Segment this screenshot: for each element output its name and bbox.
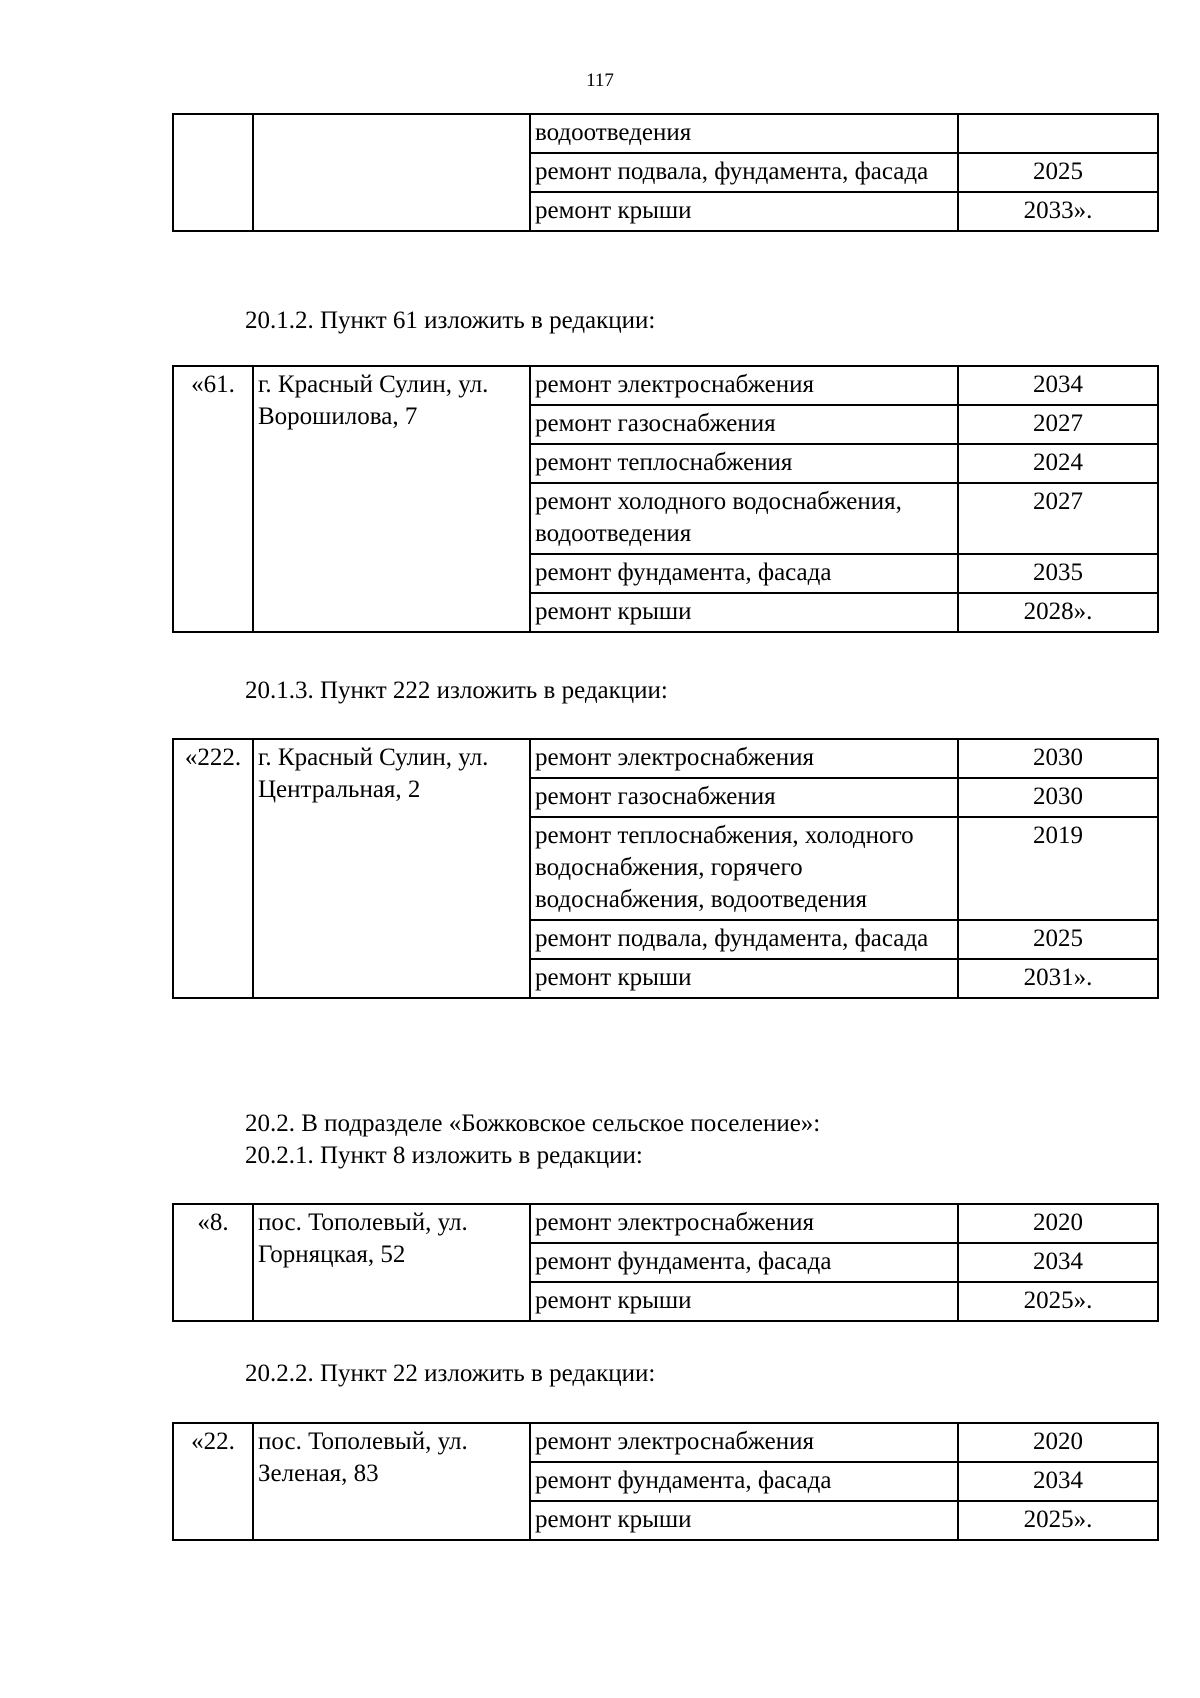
- work-cell: ремонт теплоснабжения: [530, 444, 958, 483]
- work-cell: ремонт фундамента, фасада: [530, 1243, 958, 1282]
- address-cell: пос. Тополевый, ул. Горняцкая, 52: [253, 1204, 530, 1321]
- paragraph-section-20-2: 20.2. В подразделе «Божковское сельское поселение»:: [245, 1110, 821, 1137]
- table-item-8: [172, 1203, 1159, 1322]
- year-cell: 2028».: [958, 593, 1158, 632]
- number-cell: «222.: [173, 739, 253, 998]
- page-number: 117: [586, 70, 614, 91]
- table-row: [173, 739, 1158, 778]
- table-item-222: [172, 738, 1159, 999]
- work-cell: ремонт подвала, фундамента, фасада: [530, 920, 958, 959]
- table-item-61: [172, 365, 1159, 633]
- year-cell: 2027: [958, 405, 1158, 444]
- paragraph-item-20-1-3: 20.1.3. Пункт 222 изложить в редакции:: [245, 677, 668, 704]
- year-cell: 2025: [958, 153, 1158, 192]
- year-cell: 2025».: [958, 1282, 1158, 1321]
- year-cell: 2020: [958, 1423, 1158, 1462]
- year-cell: 2024: [958, 444, 1158, 483]
- year-cell: 2020: [958, 1204, 1158, 1243]
- paragraph-item-20-2-1: 20.2.1. Пункт 8 изложить в редакции:: [245, 1142, 643, 1169]
- year-cell: 2034: [958, 1462, 1158, 1501]
- address-cell: г. Красный Сулин, ул. Ворошилова, 7: [253, 366, 530, 632]
- year-cell: 2030: [958, 739, 1158, 778]
- work-cell: ремонт электроснабжения: [530, 739, 958, 778]
- table-row: [173, 114, 1158, 153]
- work-cell: ремонт газоснабжения: [530, 405, 958, 444]
- paragraph-item-20-1-2: 20.1.2. Пункт 61 изложить в редакции:: [245, 307, 656, 334]
- number-cell: [173, 114, 253, 231]
- year-cell: 2027: [958, 483, 1158, 554]
- work-cell: водоотведения: [530, 114, 958, 153]
- work-cell: ремонт фундамента, фасада: [530, 1462, 958, 1501]
- year-cell: [958, 114, 1158, 153]
- year-cell: 2035: [958, 554, 1158, 593]
- work-cell: ремонт крыши: [530, 1501, 958, 1540]
- work-cell: ремонт крыши: [530, 192, 958, 231]
- work-cell: ремонт крыши: [530, 1282, 958, 1321]
- year-cell: 2025: [958, 920, 1158, 959]
- paragraph-item-20-2-2: 20.2.2. Пункт 22 изложить в редакции:: [245, 1360, 656, 1387]
- year-cell: 2034: [958, 366, 1158, 405]
- address-cell: г. Красный Сулин, ул. Центральная, 2: [253, 739, 530, 998]
- work-cell: ремонт крыши: [530, 959, 958, 998]
- work-cell: ремонт крыши: [530, 593, 958, 632]
- table-row: [173, 1204, 1158, 1243]
- table-continuation: [172, 113, 1159, 232]
- work-cell: ремонт электроснабжения: [530, 1204, 958, 1243]
- number-cell: «22.: [173, 1423, 253, 1540]
- year-cell: 2025».: [958, 1501, 1158, 1540]
- year-cell: 2033».: [958, 192, 1158, 231]
- work-cell: ремонт фундамента, фасада: [530, 554, 958, 593]
- work-cell: ремонт холодного водоснабжения, водоотведения: [530, 483, 958, 554]
- work-cell: ремонт подвала, фундамента, фасада: [530, 153, 958, 192]
- table-row: [173, 1423, 1158, 1462]
- work-cell: ремонт электроснабжения: [530, 366, 958, 405]
- table-row: [173, 366, 1158, 405]
- year-cell: 2034: [958, 1243, 1158, 1282]
- work-cell: ремонт электроснабжения: [530, 1423, 958, 1462]
- year-cell: 2031».: [958, 959, 1158, 998]
- number-cell: «61.: [173, 366, 253, 632]
- year-cell: 2030: [958, 778, 1158, 817]
- address-cell: [253, 114, 530, 231]
- table-item-22: [172, 1422, 1159, 1541]
- work-cell: ремонт теплоснабжения, холодного водоснабжения, горячего водоснабжения, водоотведения: [530, 817, 958, 920]
- number-cell: «8.: [173, 1204, 253, 1321]
- address-cell: пос. Тополевый, ул. Зеленая, 83: [253, 1423, 530, 1540]
- year-cell: 2019: [958, 817, 1158, 920]
- work-cell: ремонт газоснабжения: [530, 778, 958, 817]
